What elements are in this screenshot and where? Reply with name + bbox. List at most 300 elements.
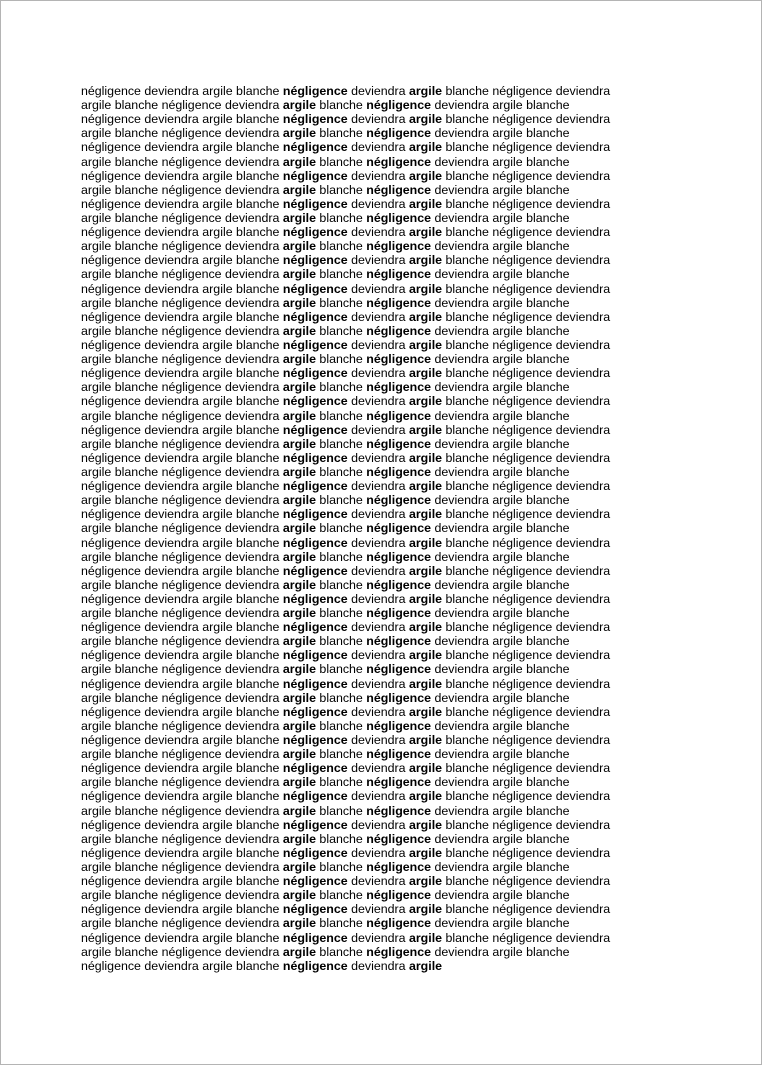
text-word: argile <box>408 902 443 917</box>
text-word: blanche <box>526 210 570 225</box>
text-word: deviendra <box>555 845 611 860</box>
text-word: blanche <box>114 126 159 141</box>
text-word: argile <box>492 634 523 649</box>
text-word: blanche <box>445 309 489 324</box>
text-word: deviendra <box>225 577 280 592</box>
text-word: argile <box>492 662 523 677</box>
text-word: deviendra <box>555 507 611 522</box>
text-word: argile <box>492 803 523 818</box>
text-word: négligence <box>81 112 141 127</box>
text-word: argile <box>81 860 112 875</box>
text-word: négligence <box>366 436 432 451</box>
text-word: argile <box>492 916 523 931</box>
text-word: deviendra <box>555 817 611 832</box>
text-word: blanche <box>526 916 570 931</box>
text-word: blanche <box>236 450 280 465</box>
text-word: deviendra <box>434 577 489 592</box>
text-word: blanche <box>445 733 489 748</box>
text-word: deviendra <box>351 733 406 748</box>
text-word: argile <box>282 606 316 621</box>
text-line <box>81 296 681 310</box>
text-line <box>81 775 681 789</box>
text-line <box>81 536 681 550</box>
text-line <box>81 366 681 380</box>
text-word: deviendra <box>434 606 489 621</box>
text-word: blanche <box>236 620 280 635</box>
text-word: négligence <box>492 845 553 860</box>
text-word: négligence <box>366 577 432 592</box>
text-word: deviendra <box>144 789 199 804</box>
text-word: deviendra <box>434 690 489 705</box>
text-word: négligence <box>492 902 553 917</box>
text-word: argile <box>408 648 443 663</box>
text-word: négligence <box>161 182 222 197</box>
text-word: blanche <box>319 803 363 818</box>
text-word: blanche <box>114 944 159 959</box>
text-word: négligence <box>366 521 432 536</box>
text-word: deviendra <box>351 704 406 719</box>
text-word: argile <box>282 408 316 423</box>
text-word: deviendra <box>144 507 199 522</box>
text-word: argile <box>492 408 523 423</box>
text-word: blanche <box>114 634 159 649</box>
text-word: deviendra <box>225 182 280 197</box>
text-word: deviendra <box>144 112 199 127</box>
text-word: argile <box>492 295 523 310</box>
text-word: argile <box>282 803 316 818</box>
text-word: blanche <box>236 845 280 860</box>
text-word: argile <box>282 634 316 649</box>
text-word: négligence <box>161 549 222 564</box>
text-word: argile <box>492 549 523 564</box>
text-line <box>81 592 681 606</box>
text-word: négligence <box>492 225 553 240</box>
text-word: deviendra <box>351 507 406 522</box>
text-word: deviendra <box>351 225 406 240</box>
text-word: blanche <box>526 577 570 592</box>
text-word: argile <box>81 323 112 338</box>
text-word: deviendra <box>351 196 406 211</box>
text-word: blanche <box>526 521 570 536</box>
text-word: blanche <box>319 860 363 875</box>
text-word: deviendra <box>555 196 611 211</box>
text-word: deviendra <box>434 380 489 395</box>
text-word: blanche <box>319 888 363 903</box>
text-word: argile <box>282 718 316 733</box>
text-word: blanche <box>445 648 489 663</box>
text-word: négligence <box>492 535 553 550</box>
text-word: négligence <box>81 591 141 606</box>
text-word: négligence <box>282 930 348 945</box>
text-word: négligence <box>366 831 432 846</box>
text-word: deviendra <box>555 733 611 748</box>
text-word: négligence <box>161 352 222 367</box>
text-word: deviendra <box>555 676 611 691</box>
text-word: deviendra <box>351 84 406 98</box>
text-word: deviendra <box>144 281 199 296</box>
text-word: blanche <box>319 408 363 423</box>
text-word: argile <box>408 479 443 494</box>
text-word: blanche <box>526 408 570 423</box>
text-word: deviendra <box>434 295 489 310</box>
text-line <box>81 267 681 281</box>
text-word: négligence <box>282 196 348 211</box>
text-word: blanche <box>526 154 570 169</box>
text-word: deviendra <box>351 676 406 691</box>
text-word: deviendra <box>434 860 489 875</box>
text-word: deviendra <box>351 140 406 155</box>
text-word: négligence <box>282 845 348 860</box>
text-word: négligence <box>282 479 348 494</box>
text-word: blanche <box>526 464 570 479</box>
text-word: négligence <box>81 902 141 917</box>
text-word: négligence <box>366 803 432 818</box>
text-word: argile <box>282 577 316 592</box>
text-word: négligence <box>492 874 553 889</box>
text-word: négligence <box>81 366 141 381</box>
text-word: deviendra <box>225 831 280 846</box>
text-word: deviendra <box>434 916 489 931</box>
text-word: blanche <box>114 521 159 536</box>
text-word: argile <box>202 112 233 127</box>
text-word: blanche <box>526 267 570 282</box>
text-word: deviendra <box>555 84 611 98</box>
text-word: blanche <box>114 98 159 113</box>
text-word: blanche <box>319 690 363 705</box>
text-word: négligence <box>81 789 141 804</box>
text-word: blanche <box>236 168 280 183</box>
text-word: argile <box>492 352 523 367</box>
text-word: deviendra <box>351 366 406 381</box>
text-word: argile <box>492 210 523 225</box>
text-word: argile <box>202 563 233 578</box>
text-word: deviendra <box>225 126 280 141</box>
text-word: blanche <box>319 549 363 564</box>
text-word: argile <box>81 436 112 451</box>
text-word: négligence <box>81 450 141 465</box>
text-word: argile <box>81 521 112 536</box>
text-word: négligence <box>492 168 553 183</box>
text-line <box>81 437 681 451</box>
text-word: négligence <box>81 84 141 98</box>
text-word: argile <box>408 84 443 98</box>
text-word: deviendra <box>351 620 406 635</box>
text-word: blanche <box>319 210 363 225</box>
text-word: deviendra <box>555 704 611 719</box>
text-line <box>81 324 681 338</box>
text-word: argile <box>81 210 112 225</box>
text-word: deviendra <box>555 366 611 381</box>
text-word: blanche <box>114 380 159 395</box>
text-word: argile <box>81 634 112 649</box>
text-word: argile <box>408 704 443 719</box>
text-word: deviendra <box>351 450 406 465</box>
text-word: argile <box>408 309 443 324</box>
text-word: deviendra <box>351 563 406 578</box>
text-word: deviendra <box>555 902 611 917</box>
text-line <box>81 479 681 493</box>
document-body-text <box>81 84 681 973</box>
text-word: blanche <box>526 295 570 310</box>
text-word: blanche <box>114 408 159 423</box>
text-word: deviendra <box>351 958 406 973</box>
text-word: négligence <box>81 930 141 945</box>
text-word: négligence <box>282 112 348 127</box>
text-line <box>81 225 681 239</box>
text-word: blanche <box>114 662 159 677</box>
text-word: négligence <box>366 323 432 338</box>
text-word: argile <box>408 535 443 550</box>
text-word: deviendra <box>144 733 199 748</box>
text-word: négligence <box>282 225 348 240</box>
text-word: deviendra <box>144 874 199 889</box>
text-word: négligence <box>81 196 141 211</box>
text-word: deviendra <box>351 648 406 663</box>
text-word: négligence <box>366 888 432 903</box>
text-word: blanche <box>236 366 280 381</box>
text-word: négligence <box>492 309 553 324</box>
text-line <box>81 98 681 112</box>
text-word: négligence <box>492 112 553 127</box>
text-word: deviendra <box>144 620 199 635</box>
text-word: blanche <box>236 422 280 437</box>
text-word: blanche <box>114 182 159 197</box>
text-word: blanche <box>236 479 280 494</box>
text-word: argile <box>492 98 523 113</box>
text-word: argile <box>202 394 233 409</box>
text-word: deviendra <box>225 803 280 818</box>
text-word: deviendra <box>555 422 611 437</box>
text-word: deviendra <box>555 112 611 127</box>
text-word: négligence <box>282 422 348 437</box>
text-line <box>81 860 681 874</box>
text-line <box>81 169 681 183</box>
text-word: argile <box>492 888 523 903</box>
text-word: argile <box>202 535 233 550</box>
text-word: négligence <box>161 267 222 282</box>
text-word: argile <box>492 267 523 282</box>
text-word: argile <box>81 718 112 733</box>
text-word: négligence <box>366 606 432 621</box>
text-word: négligence <box>161 775 222 790</box>
text-word: blanche <box>445 479 489 494</box>
text-word: argile <box>408 591 443 606</box>
text-line <box>81 916 681 930</box>
text-word: argile <box>282 323 316 338</box>
text-word: négligence <box>81 817 141 832</box>
text-word: négligence <box>366 267 432 282</box>
text-word: blanche <box>319 436 363 451</box>
text-word: négligence <box>282 620 348 635</box>
text-word: négligence <box>366 860 432 875</box>
text-word: négligence <box>81 761 141 776</box>
text-line <box>81 564 681 578</box>
text-line <box>81 705 681 719</box>
text-word: négligence <box>366 464 432 479</box>
text-word: deviendra <box>434 464 489 479</box>
text-word: blanche <box>236 733 280 748</box>
text-word: argile <box>408 337 443 352</box>
text-word: négligence <box>492 507 553 522</box>
text-word: blanche <box>236 591 280 606</box>
text-word: argile <box>408 112 443 127</box>
text-word: argile <box>492 464 523 479</box>
text-line <box>81 747 681 761</box>
text-word: deviendra <box>555 563 611 578</box>
text-word: négligence <box>161 521 222 536</box>
text-word: argile <box>202 450 233 465</box>
text-word: argile <box>408 676 443 691</box>
text-word: argile <box>202 422 233 437</box>
text-word: argile <box>282 521 316 536</box>
text-word: blanche <box>114 831 159 846</box>
text-word: blanche <box>445 140 489 155</box>
text-word: négligence <box>161 718 222 733</box>
text-word: deviendra <box>434 831 489 846</box>
text-word: blanche <box>114 747 159 762</box>
text-line <box>81 84 681 98</box>
text-word: négligence <box>282 168 348 183</box>
text-word: deviendra <box>225 464 280 479</box>
text-word: argile <box>81 831 112 846</box>
text-word: négligence <box>282 676 348 691</box>
text-word: négligence <box>161 323 222 338</box>
text-word: négligence <box>366 352 432 367</box>
text-word: argile <box>408 168 443 183</box>
text-word: négligence <box>492 450 553 465</box>
text-word: argile <box>202 196 233 211</box>
text-word: négligence <box>282 789 348 804</box>
text-word: blanche <box>236 253 280 268</box>
text-word: négligence <box>492 422 553 437</box>
text-word: deviendra <box>144 366 199 381</box>
text-word: blanche <box>445 337 489 352</box>
text-word: argile <box>202 507 233 522</box>
text-word: blanche <box>526 549 570 564</box>
text-word: deviendra <box>225 408 280 423</box>
text-word: argile <box>492 323 523 338</box>
text-word: négligence <box>81 958 141 973</box>
text-word: négligence <box>282 507 348 522</box>
text-word: argile <box>81 98 112 113</box>
text-word: deviendra <box>351 789 406 804</box>
text-word: deviendra <box>225 718 280 733</box>
text-word: deviendra <box>144 196 199 211</box>
text-word: argile <box>202 874 233 889</box>
text-word: blanche <box>445 789 489 804</box>
text-word: négligence <box>161 944 222 959</box>
text-word: argile <box>408 366 443 381</box>
text-word: argile <box>81 493 112 508</box>
text-word: deviendra <box>144 394 199 409</box>
text-word: deviendra <box>434 267 489 282</box>
text-word: négligence <box>81 620 141 635</box>
text-word: négligence <box>282 761 348 776</box>
text-line <box>81 959 681 973</box>
text-word: blanche <box>114 860 159 875</box>
text-word: blanche <box>319 126 363 141</box>
text-word: négligence <box>81 337 141 352</box>
text-word: négligence <box>492 479 553 494</box>
text-word: négligence <box>81 140 141 155</box>
text-word: blanche <box>526 126 570 141</box>
text-word: deviendra <box>434 436 489 451</box>
text-line <box>81 253 681 267</box>
text-word: argile <box>202 337 233 352</box>
text-line <box>81 338 681 352</box>
text-word: argile <box>202 958 233 973</box>
text-line <box>81 662 681 676</box>
text-word: négligence <box>366 210 432 225</box>
text-word: argile <box>282 380 316 395</box>
text-word: blanche <box>526 690 570 705</box>
text-word: argile <box>81 239 112 254</box>
text-word: blanche <box>445 817 489 832</box>
text-word: négligence <box>81 535 141 550</box>
text-word: négligence <box>161 154 222 169</box>
text-word: argile <box>202 704 233 719</box>
text-word: deviendra <box>351 168 406 183</box>
text-word: négligence <box>161 210 222 225</box>
text-word: négligence <box>161 380 222 395</box>
text-word: argile <box>282 182 316 197</box>
text-word: négligence <box>282 366 348 381</box>
text-line <box>81 394 681 408</box>
text-line <box>81 648 681 662</box>
text-word: deviendra <box>144 309 199 324</box>
text-word: argile <box>492 182 523 197</box>
text-word: négligence <box>161 436 222 451</box>
text-word: blanche <box>236 507 280 522</box>
text-word: argile <box>282 239 316 254</box>
text-word: négligence <box>81 479 141 494</box>
text-line <box>81 282 681 296</box>
text-word: blanche <box>236 648 280 663</box>
text-word: deviendra <box>225 944 280 959</box>
text-word: argile <box>81 154 112 169</box>
text-word: négligence <box>81 281 141 296</box>
text-word: deviendra <box>351 253 406 268</box>
text-word: deviendra <box>144 225 199 240</box>
text-word: argile <box>81 747 112 762</box>
text-word: blanche <box>319 493 363 508</box>
text-word: deviendra <box>434 352 489 367</box>
text-word: deviendra <box>555 140 611 155</box>
text-word: blanche <box>319 775 363 790</box>
text-word: argile <box>282 747 316 762</box>
text-word: argile <box>81 888 112 903</box>
text-word: négligence <box>282 704 348 719</box>
text-word: blanche <box>236 84 280 98</box>
text-word: deviendra <box>144 761 199 776</box>
text-word: argile <box>492 747 523 762</box>
text-word: deviendra <box>144 337 199 352</box>
text-word: argile <box>282 888 316 903</box>
text-word: deviendra <box>434 408 489 423</box>
text-word: deviendra <box>351 845 406 860</box>
text-word: négligence <box>282 337 348 352</box>
text-word: argile <box>282 210 316 225</box>
text-word: argile <box>492 577 523 592</box>
text-word: deviendra <box>555 789 611 804</box>
text-line <box>81 380 681 394</box>
text-word: négligence <box>366 98 432 113</box>
text-word: négligence <box>161 239 222 254</box>
text-word: négligence <box>81 733 141 748</box>
text-word: argile <box>81 408 112 423</box>
text-word: argile <box>408 394 443 409</box>
text-word: blanche <box>236 196 280 211</box>
